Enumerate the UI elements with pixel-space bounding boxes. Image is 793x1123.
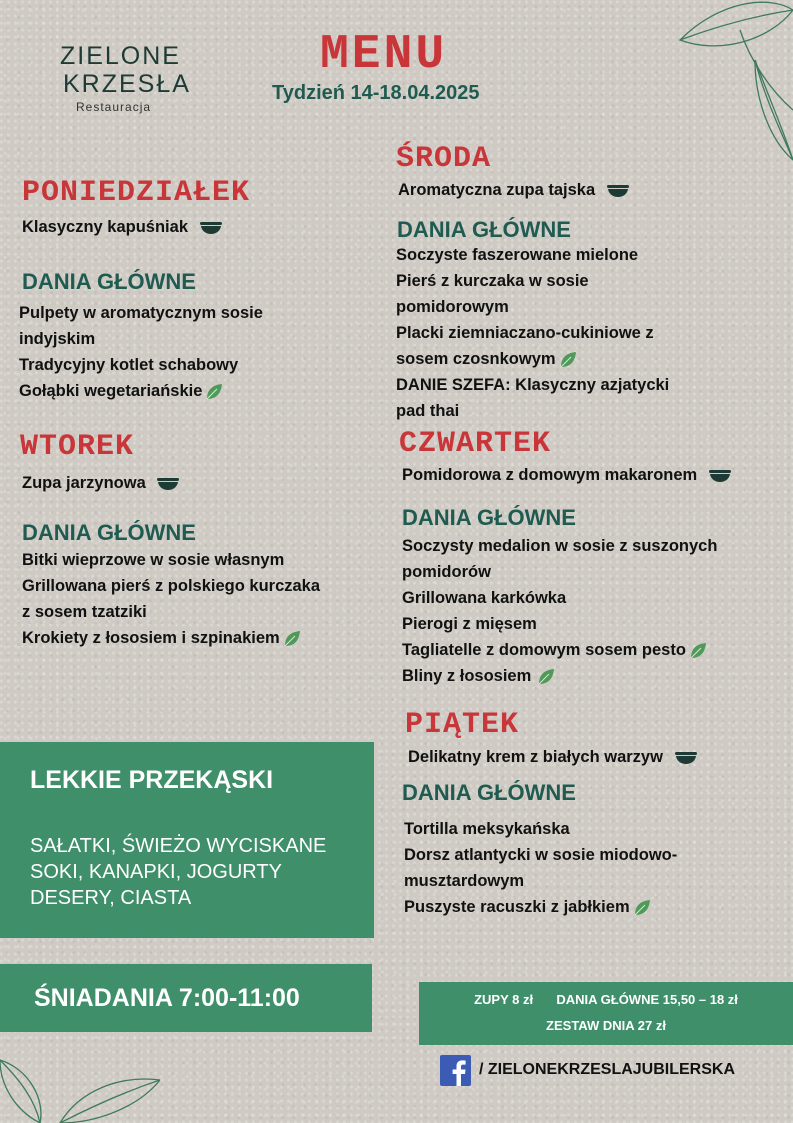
- monday-main-item: indyjskim: [19, 330, 96, 348]
- thursday-main-item: [402, 663, 717, 689]
- friday-heading: PIĄTEK: [405, 708, 520, 742]
- price-set: ZESTAW DNIA 27 zł: [546, 1018, 666, 1033]
- thursday-main-item: pomidorów: [402, 563, 491, 581]
- thursday-mains-list: [402, 533, 717, 689]
- friday-main-item: musztardowym: [404, 872, 525, 890]
- thursday-main-item: [402, 637, 717, 663]
- tuesday-main-item: [22, 625, 320, 651]
- thursday-soup: [402, 462, 732, 488]
- thursday-soup-text: Pomidorowa z domowym makaronem: [402, 466, 698, 484]
- breakfast-box: [0, 964, 372, 1032]
- facebook-icon: [440, 1055, 471, 1086]
- friday-soup-text: Delikatny krem z białych warzyw: [408, 748, 663, 766]
- thursday-main-text: Tagliatelle z domowym sosem pesto: [402, 641, 686, 659]
- tuesday-soup-text: Zupa jarzynowa: [22, 474, 146, 492]
- logo-line2: KRZESŁA: [63, 70, 191, 98]
- soup-bowl-icon: [156, 477, 180, 491]
- leaf-decoration-top-right: [660, 0, 793, 170]
- vegetarian-leaf-icon: [205, 383, 223, 401]
- wednesday-mains-heading: DANIA GŁÓWNE: [397, 217, 571, 242]
- snacks-line: SOKI, KANAPKI, JOGURTY: [30, 861, 282, 883]
- soup-bowl-icon: [606, 184, 630, 198]
- price-soups: ZUPY 8 zł: [474, 992, 534, 1007]
- wednesday-main-item: pad thai: [396, 402, 460, 420]
- tuesday-mains-list: [22, 547, 320, 651]
- thursday-mains-heading: DANIA GŁÓWNE: [402, 505, 576, 530]
- price-mains: DANIA GŁÓWNE 15,50 – 18 zł: [556, 992, 738, 1007]
- monday-main-text: Gołąbki wegetariańskie: [19, 382, 203, 400]
- wednesday-main-item: pomidorowym: [396, 298, 509, 316]
- wednesday-soup-text: Aromatyczna zupa tajska: [398, 181, 596, 199]
- vegetarian-leaf-icon: [283, 630, 301, 648]
- tuesday-mains-heading: DANIA GŁÓWNE: [22, 520, 196, 545]
- tuesday-main-item: Bitki wieprzowe w sosie własnym: [22, 551, 285, 569]
- logo-line3: Restauracja: [76, 100, 152, 114]
- page-title: MENU: [320, 28, 448, 82]
- tuesday-main-item: Grillowana pierś z polskiego kurczaka: [22, 577, 321, 595]
- friday-mains-list: [404, 816, 677, 920]
- wednesday-main-item: [396, 346, 669, 372]
- thursday-main-text: Bliny z łososiem: [402, 667, 532, 685]
- thursday-heading: CZWARTEK: [399, 427, 552, 461]
- snacks-line: DESERY, CIASTA: [30, 887, 192, 909]
- wednesday-mains-list: [396, 242, 669, 424]
- soup-bowl-icon: [708, 469, 732, 483]
- soup-bowl-icon: [199, 221, 223, 235]
- friday-soup: [408, 744, 698, 770]
- facebook-handle: / ZIELONEKRZESLAJUBILERSKA: [479, 1061, 736, 1078]
- friday-main-item: Dorsz atlantycki w sosie miodowo-: [404, 846, 678, 864]
- wednesday-soup: [398, 177, 630, 203]
- monday-main-item: [19, 378, 263, 404]
- wednesday-heading: ŚRODA: [396, 142, 492, 176]
- monday-soup: [22, 214, 223, 240]
- soup-bowl-icon: [674, 751, 698, 765]
- prices-line1: [419, 992, 793, 1007]
- friday-main-item: Tortilla meksykańska: [404, 820, 570, 838]
- monday-heading: PONIEDZIAŁEK: [22, 176, 251, 210]
- logo-line1: ZIELONE: [60, 42, 181, 70]
- breakfast-hours: ŚNIADANIA 7:00-11:00: [34, 984, 300, 1012]
- monday-mains-heading: DANIA GŁÓWNE: [22, 269, 196, 294]
- snacks-box: [0, 742, 374, 938]
- wednesday-main-item: DANIE SZEFA: Klasyczny azjatycki: [396, 376, 670, 394]
- tuesday-main-item: z sosem tzatziki: [22, 603, 147, 621]
- prices-box: [419, 982, 793, 1045]
- monday-main-item: Pulpety w aromatycznym sosie: [19, 304, 263, 322]
- week-dates: Tydzień 14-18.04.2025: [272, 82, 480, 104]
- wednesday-main-item: Soczyste faszerowane mielone: [396, 246, 639, 264]
- friday-main-text: Puszyste racuszki z jabłkiem: [404, 898, 630, 916]
- snacks-line: SAŁATKI, ŚWIEŻO WYCISKANE: [30, 835, 327, 857]
- monday-main-item: Tradycyjny kotlet schabowy: [19, 356, 239, 374]
- tuesday-heading: WTOREK: [20, 430, 135, 464]
- leaf-decoration-bottom-left: [0, 1030, 160, 1123]
- vegetarian-leaf-icon: [633, 899, 651, 917]
- logo: [60, 42, 191, 114]
- thursday-main-item: Soczysty medalion w sosie z suszonych: [402, 537, 718, 555]
- snacks-list: [30, 833, 326, 911]
- friday-main-item: [404, 894, 677, 920]
- monday-soup-text: Klasyczny kapuśniak: [22, 218, 188, 236]
- friday-mains-heading: DANIA GŁÓWNE: [402, 780, 576, 805]
- tuesday-soup: [22, 470, 180, 496]
- thursday-main-item: Grillowana karkówka: [402, 589, 567, 607]
- tuesday-main-text: Krokiety z łososiem i szpinakiem: [22, 629, 280, 647]
- vegetarian-leaf-icon: [559, 351, 577, 369]
- vegetarian-leaf-icon: [537, 668, 555, 686]
- vegetarian-leaf-icon: [689, 642, 707, 660]
- thursday-main-item: Pierogi z mięsem: [402, 615, 537, 633]
- wednesday-main-item: Placki ziemniaczano-cukiniowe z: [396, 324, 654, 342]
- wednesday-main-text: sosem czosnkowym: [396, 350, 556, 368]
- wednesday-main-item: Pierś z kurczaka w sosie: [396, 272, 589, 290]
- snacks-title: LEKKIE PRZEKĄSKI: [30, 766, 274, 794]
- facebook-link[interactable]: [440, 1054, 735, 1086]
- monday-mains-list: [19, 300, 263, 404]
